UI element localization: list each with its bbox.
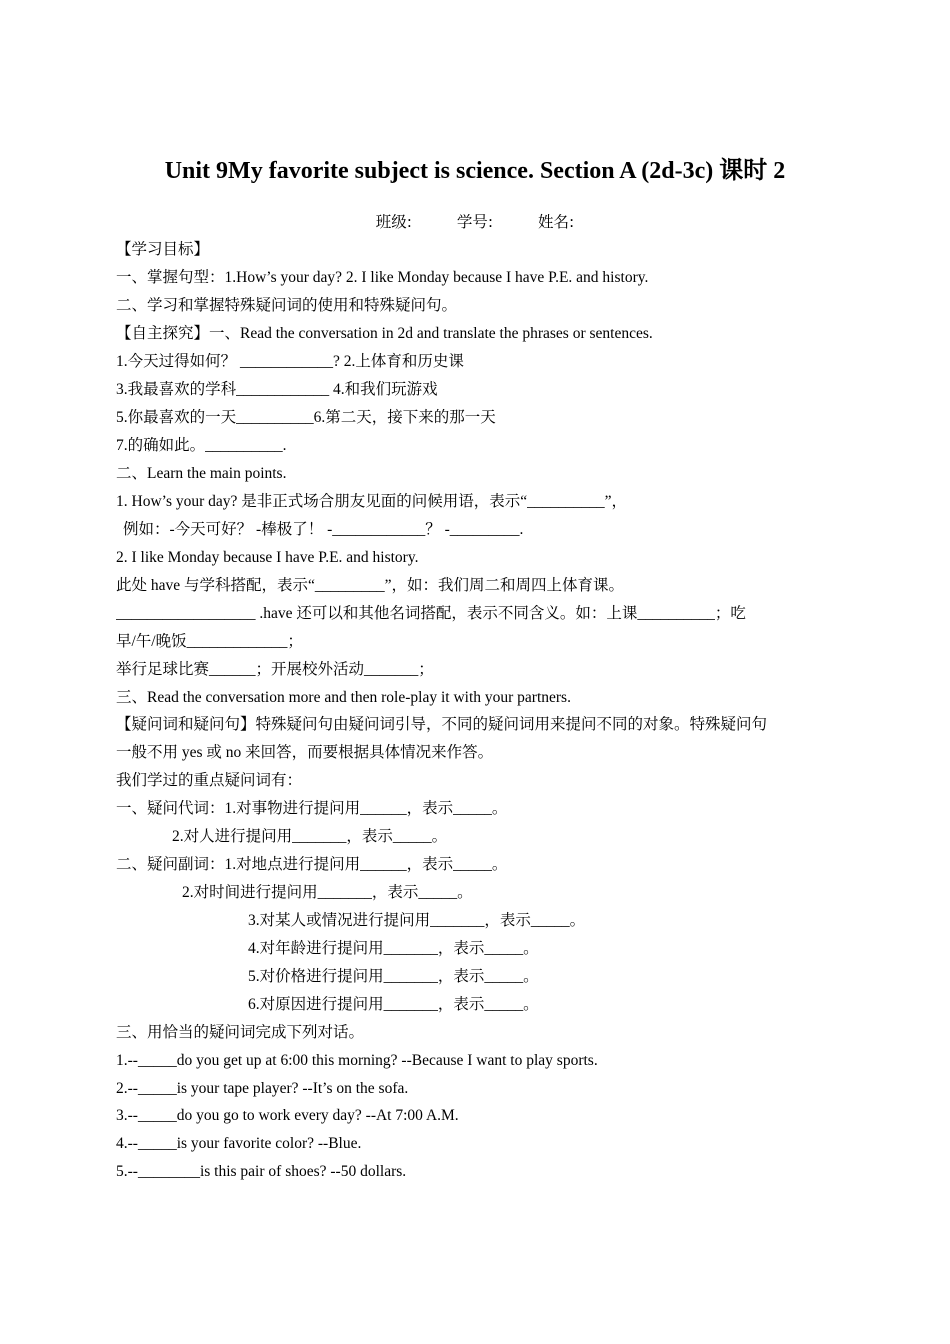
main-points-heading: 二、Learn the main points. [116,465,287,482]
question-words-intro-cont: 一般不用 yes 或 no 来回答，而要根据具体情况来作答。 [116,744,494,761]
point-1-example: 例如：-今天可好？ -棒极了！ -____________？ -_________. [123,521,524,538]
question-words-intro: 【疑问词和疑问句】特殊疑问句由疑问词引导，不同的疑问词用来提问不同的对象。特殊疑问句 [116,716,768,733]
role-play-heading: 三、Read the conversation more and then role-play it with your partners. [116,689,571,706]
goal-1-sentence-patterns: 一、掌握句型：1.How’s your day? 2. I like Monday because I have P.E. and history. [116,269,649,286]
class-label: 班级: [375,213,412,231]
dialogue-item-2: 2.--_____is your tape player? --It’s on the sofa. [116,1080,409,1097]
pronoun-item-1: 一、疑问代词：1.对事物进行提问用______，表示_____。 [116,800,508,817]
adverb-item-6: 6.对原因进行提问用_______，表示_____。 [248,996,539,1013]
point-2-have-other-nouns: __________________ .have 还可以和其他名词搭配，表示不同含义。如：上课__________；吃 [116,605,746,622]
self-study-heading: 【自主探究】一、Read the conversation in 2d and translate the phrases or sentences. [116,325,653,342]
adverb-item-4: 4.对年龄进行提问用_______，表示_____。 [248,940,539,957]
name-label: 姓名: [538,213,575,231]
dialogue-item-5: 5.--________is this pair of shoes? --50 dollars. [116,1163,407,1180]
dialogue-item-1: 1.--_____do you get up at 6:00 this morning? --Because I want to play sports. [116,1052,598,1069]
adverb-item-3: 3.对某人或情况进行提问用_______，表示_____。 [248,912,586,929]
goal-2-question-words: 二、学习和掌握特殊疑问词的使用和特殊疑问句。 [116,297,458,314]
adverb-item-5: 5.对价格进行提问用_______，表示_____。 [248,968,539,985]
translate-item-7: 7.的确如此。__________. [116,437,287,454]
point-2-sentence: 2. I like Monday because I have P.E. and history. [116,549,419,566]
key-question-words-heading: 我们学过的重点疑问词有： [116,772,303,789]
pronoun-item-2: 2.对人进行提问用_______，表示_____。 [172,828,448,845]
translate-item-5-6: 5.你最喜欢的一天__________6.第二天，接下来的那一天 [116,409,496,426]
point-2-activities: 举行足球比赛______；开展校外活动_______； [116,661,434,678]
learning-goals-heading: 【学习目标】 [116,241,210,258]
point-2-have-subject: 此处 have 与学科搭配，表示“_________”，如：我们周二和周四上体育课。 [116,577,625,594]
student-info-row [0,210,950,232]
translate-item-1-2: 1.今天过得如何？ ____________? 2.上体育和历史课 [116,353,464,370]
dialogue-item-3: 3.--_____do you go to work every day? --At 7:00 A.M. [116,1107,459,1124]
student-number-label: 学号: [456,213,494,231]
dialogue-item-4: 4.--_____is your favorite color? --Blue. [116,1135,362,1152]
adverb-item-1: 二、疑问副词：1.对地点进行提问用______，表示_____。 [116,856,508,873]
point-1-hows-your-day: 1. How’s your day? 是非正式场合朋友见面的问候用语，表示“__________”， [116,493,628,510]
dialogue-exercise-heading: 三、用恰当的疑问词完成下列对话。 [116,1024,365,1041]
point-2-meals: 早/午/晚饭_____________； [116,633,303,650]
adverb-item-2: 2.对时间进行提问用_______，表示_____。 [182,884,473,901]
translate-item-3-4: 3.我最喜欢的学科____________ 4.和我们玩游戏 [116,381,438,398]
page-title: Unit 9My favorite subject is science. Section A (2d-3c) 课时 2 [164,158,786,184]
